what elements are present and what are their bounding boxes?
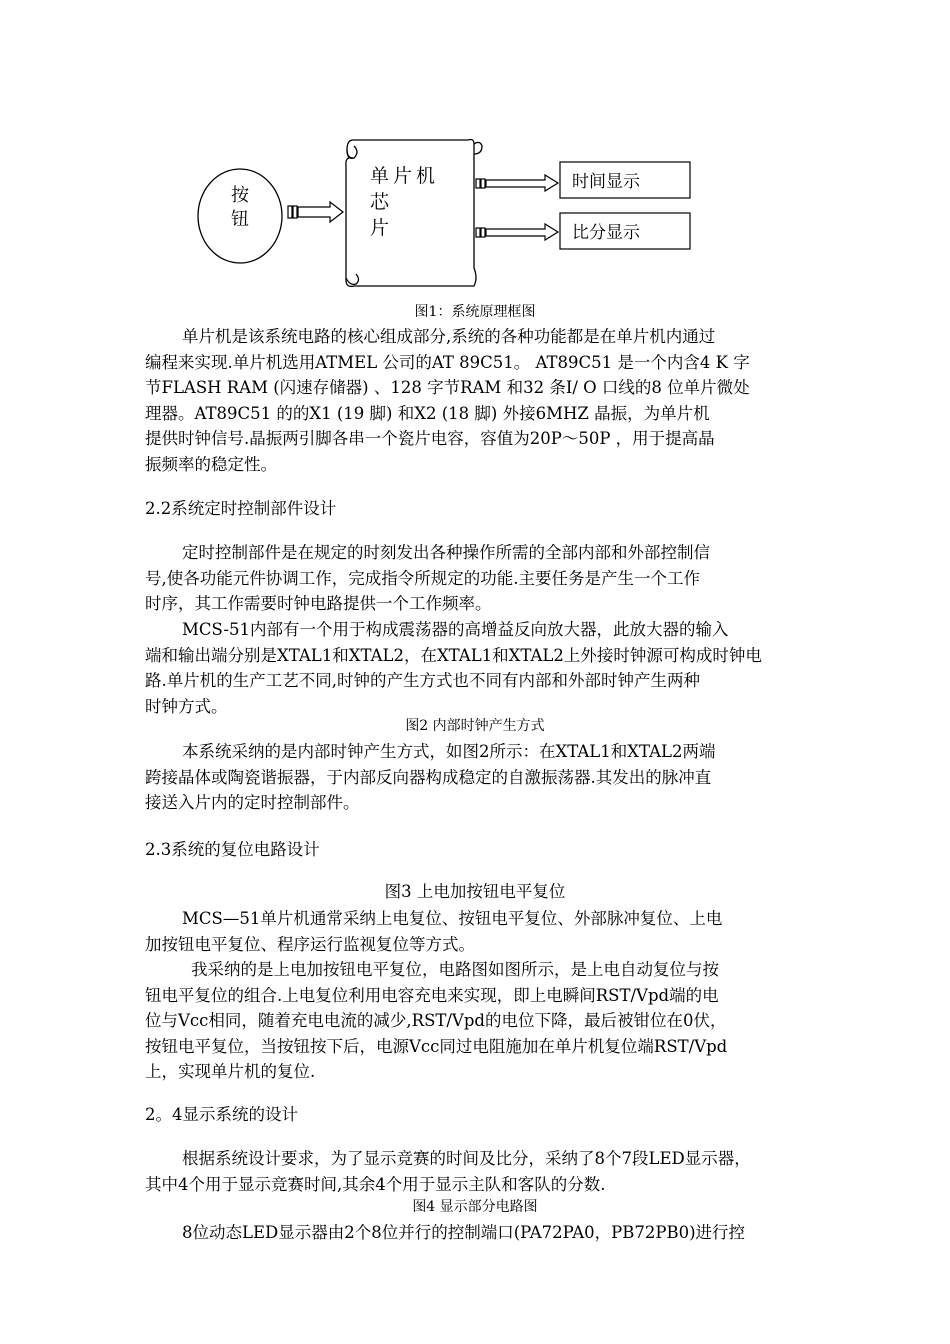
button-label-line2: 钮 bbox=[231, 209, 249, 230]
section-heading-2-4: 2。4显示系统的设计 bbox=[145, 1105, 298, 1124]
arrow-chip-to-score bbox=[476, 224, 558, 240]
text-line: 其中4个用于显示竞赛时间,其余4个用于显示主队和客队的分数. bbox=[145, 1174, 606, 1194]
score-display-label: 比分显示 bbox=[572, 223, 640, 243]
chip-label-line1: 单片机 bbox=[370, 165, 440, 187]
text-line: 单片机是该系统电路的核心组成部分,系统的各种功能都是在单片机内通过 bbox=[182, 327, 716, 346]
arrow-button-to-chip bbox=[288, 202, 343, 222]
text-line: 我采纳的是上电加按钮电平复位，电路图如图所示，是上电自动复位与按 bbox=[191, 960, 719, 979]
paragraph-3 bbox=[145, 617, 815, 719]
paragraph-8 bbox=[145, 1220, 815, 1246]
text-line: 跨接晶体或陶瓷谐振器，于内部反向器构成稳定的自激振荡器.其发出的脉冲直 bbox=[145, 767, 712, 787]
figure-2-caption: 图2 内部时钟产生方式 bbox=[405, 718, 545, 734]
text-line: 时序，其工作需要时钟电路提供一个工作频率。 bbox=[145, 594, 492, 613]
figure-4-caption: 图4 显示部分电路图 bbox=[412, 1199, 538, 1215]
time-display-label: 时间显示 bbox=[572, 172, 640, 192]
paragraph-6 bbox=[145, 957, 815, 1085]
text-line: 本系统采纳的是内部时钟产生方式，如图2所示：在XTAL1和XTAL2两端 bbox=[182, 742, 716, 761]
text-line: 号,使各功能元件协调工作，完成指令所规定的功能.主要任务是产生一个工作 bbox=[145, 568, 700, 588]
text-line: 位与Vcc相同，随着充电电流的减少,RST/Vpd的电位下降，最后被钳位在0伏， bbox=[145, 1011, 727, 1030]
text-line: 提供时钟信号.晶振两引脚各串一个瓷片电容，容值为20P～50P ，用于提高晶 bbox=[145, 429, 715, 448]
text-line: 编程来实现.单片机选用ATMEL 公司的AT 89C51。 AT89C51 是一个内含4 K 字 bbox=[145, 352, 750, 372]
arrow-chip-to-time bbox=[476, 175, 558, 191]
figure-3-caption: 图3 上电加按钮电平复位 bbox=[384, 882, 566, 901]
figure-1-caption: 图1：系统原理框图 bbox=[414, 304, 536, 320]
chip-scroll bbox=[346, 140, 482, 287]
section-heading-2-2: 2.2系统定时控制部件设计 bbox=[145, 499, 337, 518]
paragraph-7 bbox=[145, 1146, 815, 1197]
text-line: 按钮电平复位，当按钮按下后，电源Vcc同过电阻施加在单片机复位端RST/Vpd bbox=[145, 1036, 728, 1056]
text-line: 根据系统设计要求，为了显示竞赛的时间及比分，采纳了8个7段LED显示器， bbox=[182, 1149, 751, 1168]
chip-label-line2: 芯 bbox=[370, 191, 390, 213]
paragraph-5 bbox=[145, 906, 815, 957]
system-block-diagram bbox=[190, 128, 710, 298]
text-line: 加按钮电平复位、程序运行监视复位等方式。 bbox=[145, 934, 475, 954]
text-line: 端和输出端分别是XTAL1和XTAL2，在XTAL1和XTAL2上外接时钟源可构成时钟电 bbox=[145, 645, 762, 665]
section-heading-2-3: 2.3系统的复位电路设计 bbox=[145, 840, 320, 859]
paragraph-1 bbox=[145, 324, 815, 477]
text-line: 理器。AT89C51 的的X1 (19 脚) 和X2 (18 脚) 外接6MHZ 晶振，为单片机 bbox=[145, 403, 710, 423]
text-line: 定时控制部件是在规定的时刻发出各种操作所需的全部内部和外部控制信 bbox=[182, 543, 710, 562]
text-line: 节FLASH RAM (闪速存储器) 、128 字节RAM 和32 条I/ O 口线的8 位单片微处 bbox=[145, 378, 750, 397]
paragraph-4 bbox=[145, 739, 815, 816]
text-line: 8位动态LED显示器由2个8位并行的控制端口(PA72PA0，PB72PB0)进行控 bbox=[182, 1223, 746, 1242]
paragraph-2 bbox=[145, 540, 815, 617]
text-line: 时钟方式。 bbox=[145, 696, 228, 716]
text-line: 钮电平复位的组合.上电复位利用电容充电来实现，即上电瞬间RST/Vpd端的电 bbox=[145, 985, 719, 1005]
text-line: 路.单片机的生产工艺不同,时钟的产生方式也不同有内部和外部时钟产生两种 bbox=[145, 671, 700, 690]
text-line: 接送入片内的定时控制部件。 bbox=[145, 793, 360, 812]
button-label-line1: 按 bbox=[231, 185, 249, 206]
text-line: 振频率的稳定性。 bbox=[145, 454, 277, 474]
text-line: MCS—51单片机通常采纳上电复位、按钮电平复位、外部脉冲复位、上电 bbox=[182, 909, 723, 928]
text-line: 上，实现单片机的复位. bbox=[145, 1062, 316, 1081]
chip-label-line3: 片 bbox=[370, 217, 390, 239]
text-line: MCS-51内部有一个用于构成震荡器的高增益反向放大器，此放大器的输入 bbox=[182, 620, 729, 639]
